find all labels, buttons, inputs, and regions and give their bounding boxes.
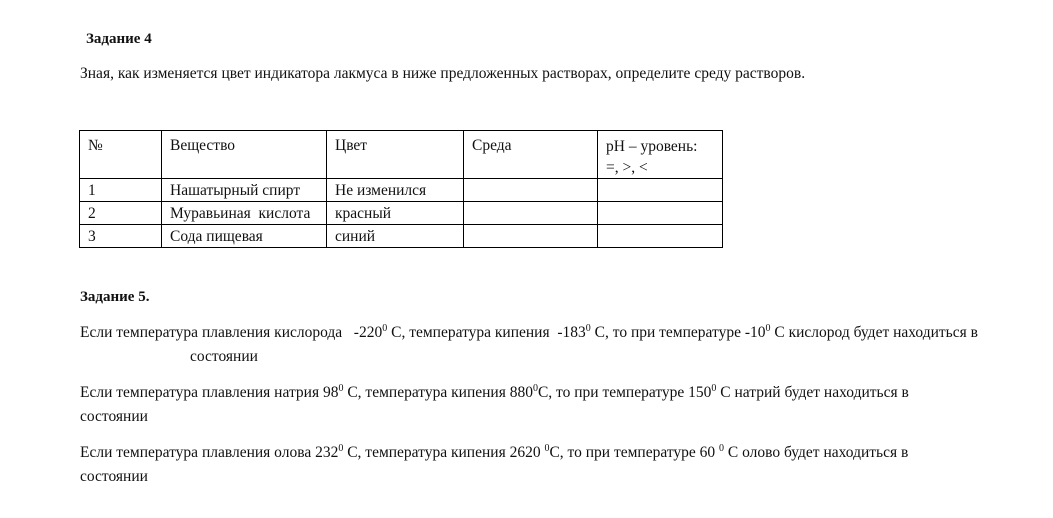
- table-header-row: [80, 131, 723, 179]
- p3-text-b: С, температура кипения 2620: [343, 444, 545, 461]
- task4-title: Задание 4: [86, 31, 152, 47]
- cell-medium[interactable]: [464, 202, 598, 225]
- p3-text-d: С олово будет находиться в состоянии: [80, 444, 909, 485]
- cell-number: 2: [80, 202, 162, 225]
- cell-ph[interactable]: [598, 202, 723, 225]
- header-ph-line2: =, >, <: [606, 159, 648, 176]
- table-row: [80, 225, 723, 248]
- cell-ph[interactable]: [598, 179, 723, 202]
- p2-text-c: С, то при температуре 150: [537, 384, 712, 401]
- table-row: [80, 179, 723, 202]
- cell-substance: Сода пищевая: [162, 225, 327, 248]
- p2-text-d: С натрий будет находиться в состоянии: [80, 384, 909, 425]
- task4-instruction: Зная, как изменяется цвет индикатора лакмуса в ниже предложенных растворах, определите среду растворов.: [80, 65, 806, 82]
- task5-paragraph-sodium: [80, 381, 980, 429]
- p1-text-a: Если температура плавления кислорода -220: [80, 324, 383, 341]
- degree-sup: 0: [719, 443, 725, 454]
- p2-text-a: Если температура плавления натрия 98: [80, 384, 339, 401]
- task5-paragraph-oxygen: [80, 321, 980, 369]
- p3-text-a: Если температура плавления олова 232: [80, 444, 339, 461]
- degree-sup: 0: [765, 323, 771, 334]
- cell-ph[interactable]: [598, 225, 723, 248]
- cell-number: 1: [80, 179, 162, 202]
- table-row: [80, 202, 723, 225]
- p1-text-c: С, то при температуре -10: [590, 324, 766, 341]
- cell-color: синий: [327, 225, 464, 248]
- header-medium: Среда: [464, 131, 598, 179]
- cell-number: 3: [80, 225, 162, 248]
- cell-substance: Нашатырный спирт: [162, 179, 327, 202]
- cell-medium[interactable]: [464, 225, 598, 248]
- p1-text-b: С, температура кипения -183: [387, 324, 586, 341]
- cell-color: Не изменился: [327, 179, 464, 202]
- header-color: Цвет: [327, 131, 464, 179]
- header-ph-line1: pH – уровень:: [606, 138, 698, 155]
- p3-text-c: С, то при температуре 60: [549, 444, 720, 461]
- p2-text-b: С, температура кипения 880: [343, 384, 533, 401]
- litmus-table: [79, 130, 723, 248]
- degree-sup: 0: [585, 323, 591, 334]
- task5-title: Задание 5.: [80, 289, 150, 305]
- degree-sup: 0: [338, 443, 344, 454]
- header-number: №: [80, 131, 162, 179]
- p1-text-e: состоянии: [190, 348, 258, 365]
- cell-substance: Муравьиная кислота: [162, 202, 327, 225]
- header-substance: Вещество: [162, 131, 327, 179]
- p1-text-d: С кислород будет находиться в: [770, 324, 978, 341]
- degree-sup: 0: [711, 383, 717, 394]
- cell-color: красный: [327, 202, 464, 225]
- task5-paragraph-tin: [80, 441, 980, 489]
- cell-medium[interactable]: [464, 179, 598, 202]
- degree-sup: 0: [532, 383, 538, 394]
- degree-sup: 0: [382, 323, 388, 334]
- degree-sup: 0: [544, 443, 550, 454]
- degree-sup: 0: [338, 383, 344, 394]
- header-ph: [598, 131, 723, 179]
